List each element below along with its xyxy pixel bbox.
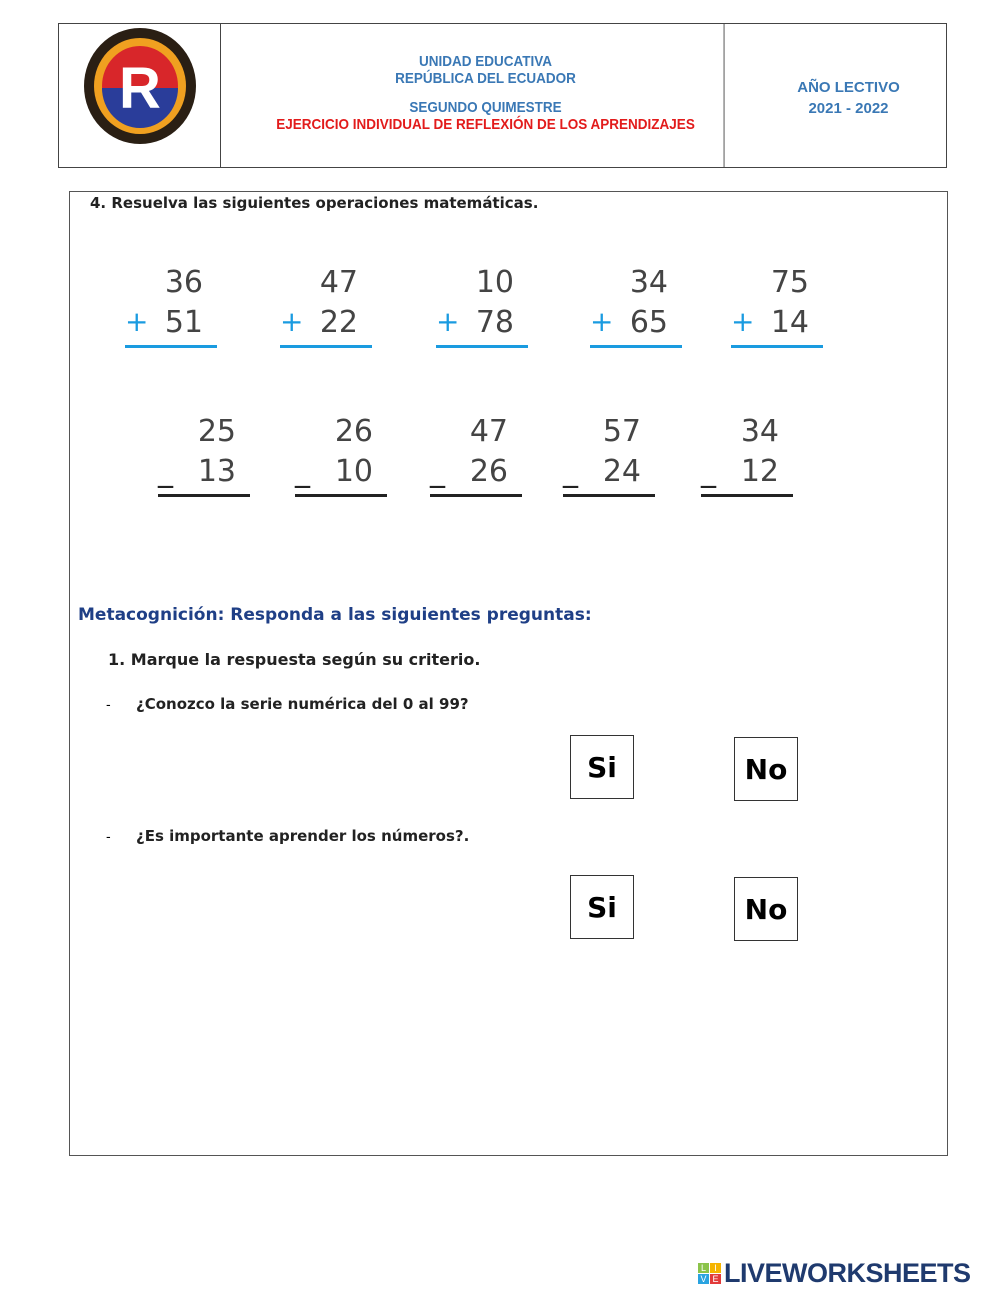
bottom-number: 65 xyxy=(629,305,668,340)
bottom-number: 14 xyxy=(770,305,809,340)
answer-line[interactable] xyxy=(701,494,793,497)
addition-problem xyxy=(731,265,823,348)
term: SEGUNDO QUIMESTRE xyxy=(409,99,562,116)
answer-line[interactable] xyxy=(436,345,528,348)
bullet: - xyxy=(106,696,111,712)
badge-v: V xyxy=(698,1274,709,1284)
answer-line[interactable] xyxy=(125,345,217,348)
plus-sign: + xyxy=(436,305,460,338)
plus-sign: + xyxy=(590,305,614,338)
plus-sign: + xyxy=(280,305,304,338)
bottom-number: 26 xyxy=(469,454,508,489)
metacognition-title: Metacognición: Responda a las siguientes preguntas: xyxy=(78,605,592,625)
minus-sign: _ xyxy=(430,454,445,489)
top-number: 47 xyxy=(319,265,358,300)
exercise-title: EJERCICIO INDIVIDUAL DE REFLEXIÓN DE LOS APRENDIZAJES xyxy=(276,116,695,133)
bottom-number: 51 xyxy=(164,305,203,340)
answer-line[interactable] xyxy=(590,345,682,348)
logo-cell xyxy=(59,24,221,167)
minus-sign: _ xyxy=(563,454,578,489)
answer-line[interactable] xyxy=(295,494,387,497)
badge-i: I xyxy=(710,1263,721,1273)
question-1: ¿Conozco la serie numérica del 0 al 99? xyxy=(136,695,469,713)
school-logo xyxy=(80,26,200,146)
svg-text:R: R xyxy=(119,56,161,121)
answer-line[interactable] xyxy=(563,494,655,497)
addition-problem xyxy=(590,265,682,348)
bottom-number: 78 xyxy=(475,305,514,340)
top-number: 47 xyxy=(469,414,508,449)
top-number: 26 xyxy=(334,414,373,449)
school-name-2: REPÚBLICA DEL ECUADOR xyxy=(395,70,576,87)
top-number: 75 xyxy=(770,265,809,300)
bottom-number: 13 xyxy=(197,454,236,489)
year-label: AÑO LECTIVO xyxy=(797,79,900,96)
subtraction-problem xyxy=(563,414,655,497)
live-badge-icon xyxy=(698,1263,721,1284)
answer-line[interactable] xyxy=(430,494,522,497)
school-info-cell xyxy=(248,24,725,167)
plus-sign: + xyxy=(731,305,755,338)
bottom-number: 10 xyxy=(334,454,373,489)
q2-no-box[interactable]: No xyxy=(734,877,798,941)
badge-e: E xyxy=(710,1274,721,1284)
top-number: 57 xyxy=(602,414,641,449)
top-number: 34 xyxy=(629,265,668,300)
top-number: 34 xyxy=(740,414,779,449)
addition-problem xyxy=(125,265,217,348)
addition-problem xyxy=(280,265,372,348)
q1-yes-box[interactable]: Si xyxy=(570,735,634,799)
answer-line[interactable] xyxy=(280,345,372,348)
q1-no-box[interactable]: No xyxy=(734,737,798,801)
header-table xyxy=(58,23,947,168)
top-number: 25 xyxy=(197,414,236,449)
top-number: 10 xyxy=(475,265,514,300)
bullet: - xyxy=(106,828,111,844)
minus-sign: _ xyxy=(295,454,310,489)
question-2: ¿Es importante aprender los números?. xyxy=(136,827,470,845)
addition-problem xyxy=(436,265,528,348)
answer-line[interactable] xyxy=(731,345,823,348)
year-cell xyxy=(751,24,946,167)
answer-line[interactable] xyxy=(158,494,250,497)
bottom-number: 24 xyxy=(602,454,641,489)
bottom-number: 22 xyxy=(319,305,358,340)
subtraction-problem xyxy=(158,414,250,497)
minus-sign: _ xyxy=(158,454,173,489)
brand-name: LIVEWORKSHEETS xyxy=(724,1258,971,1288)
q2-yes-box[interactable]: Si xyxy=(570,875,634,939)
school-name: UNIDAD EDUCATIVA xyxy=(419,53,553,70)
top-number: 36 xyxy=(164,265,203,300)
subtraction-problem xyxy=(701,414,793,497)
minus-sign: _ xyxy=(701,454,716,489)
instruction: 4. Resuelva las siguientes operaciones matemáticas. xyxy=(90,194,539,212)
item-1: 1. Marque la respuesta según su criterio. xyxy=(108,650,481,669)
plus-sign: + xyxy=(125,305,149,338)
bottom-number: 12 xyxy=(740,454,779,489)
badge-l: L xyxy=(698,1263,709,1273)
subtraction-problem xyxy=(295,414,387,497)
year: 2021 - 2022 xyxy=(808,100,889,117)
subtraction-problem xyxy=(430,414,522,497)
liveworksheets-logo xyxy=(698,1258,971,1289)
